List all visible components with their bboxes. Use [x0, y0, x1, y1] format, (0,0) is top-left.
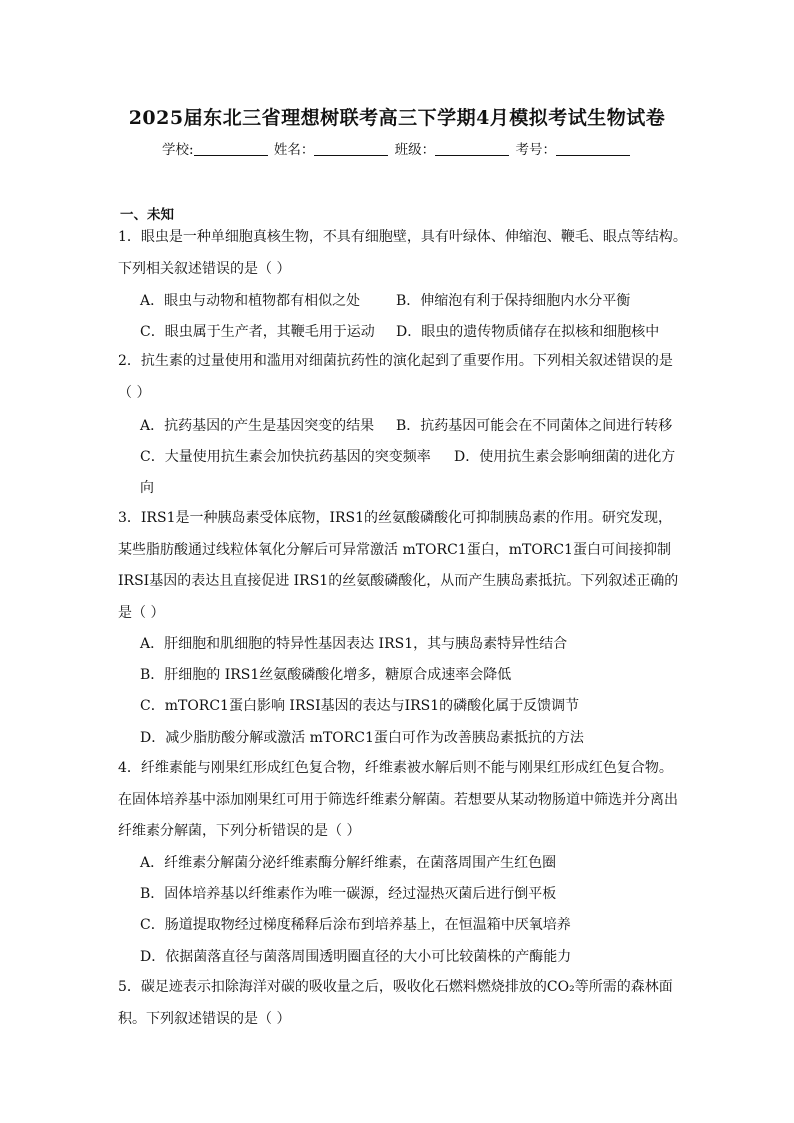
name-blank[interactable] [314, 142, 388, 156]
option-c: C．肠道提取物经过梯度稀释后涂布到培养基上，在恒温箱中厌氧培养 [140, 917, 571, 933]
school-label: 学校: [162, 142, 194, 158]
exam-no-blank[interactable] [556, 142, 630, 156]
class-blank[interactable] [435, 142, 509, 156]
option-b: B．抗药基因可能会在不同菌体之间进行转移 [396, 418, 673, 434]
option-b: B．肝细胞的 IRS1丝氨酸磷酸化增多，糖原合成速率会降低 [140, 667, 512, 683]
option-d: D．使用抗生素会影响细菌的进化方 [454, 449, 676, 465]
question-3 [118, 503, 698, 629]
option-d: D．依据菌落直径与菌落周围透明圈直径的大小可比较菌株的产酶能力 [140, 949, 572, 965]
question-5 [118, 972, 698, 1035]
option-a: A．眼虫与动物和植物都有相似之处 [140, 293, 361, 309]
question-stem-line: 在固体培养基中添加刚果红可用于筛选纤维素分解菌。若想要从某动物肠道中筛选并分离出 [118, 791, 678, 808]
section-heading: 一、未知 [120, 207, 174, 223]
question-stem-line: 是（ ） [118, 604, 165, 621]
option-d: D．减少脂肪酸分解或激活 mTORC1蛋白可作为改善胰岛素抵抗的方法 [140, 730, 584, 746]
option-c: C．mTORC1蛋白影响 IRSI基因的表达与IRS1的磷酸化属于反馈调节 [140, 698, 580, 714]
option-a: A．纤维素分解菌分泌纤维素酶分解纤维素，在菌落周围产生红色圈 [140, 855, 557, 871]
question-stem-line: IRSI基因的表达且直接促进 IRS1的丝氨酸磷酸化，从而产生胰岛素抵抗。下列叙述正确的 [118, 573, 679, 589]
option-c: C．大量使用抗生素会加快抗药基因的突变频率 [140, 449, 431, 465]
question-1 [118, 222, 698, 285]
exam-no-label: 考号： [515, 142, 556, 158]
name-label: 姓名： [273, 142, 315, 158]
option-a: A．抗药基因的产生是基因突变的结果 [140, 418, 375, 434]
student-info-row [0, 138, 794, 158]
question-stem-line: 某些脂肪酸通过线粒体氧化分解后可异常激活 mTORC1蛋白，mTORC1蛋白可间接抑制 [118, 541, 671, 558]
question-stem-line: 纤维素分解菌，下列分析错误的是（ ） [118, 823, 361, 839]
question-stem-line: 5．碳足迹表示扣除海洋对碳的吸收量之后，吸收化石燃料燃烧排放的CO₂等所需的森林面 [118, 979, 673, 995]
question-stem-line: 3．IRS1是一种胰岛素受体底物，IRS1的丝氨酸磷酸化可抑制胰岛素的作用。研究发现， [118, 510, 673, 526]
question-stem-line: 4．纤维素能与刚果红形成红色复合物，纤维素被水解后则不能与刚果红形成红色复合物。 [118, 760, 673, 776]
exam-title: 2025届东北三省理想树联考高三下学期4月模拟考试生物试卷 [128, 107, 666, 129]
option-d-continued: 向 [140, 480, 154, 496]
question-stem-line: 2．抗生素的过量使用和滥用对细菌抗药性的演化起到了重要作用。下列相关叙述错误的是 [118, 353, 673, 369]
option-b: B．固体培养基以纤维素作为唯一碳源，经过湿热灭菌后进行倒平板 [140, 886, 557, 902]
question-stem-line: 1．眼虫是一种单细胞真核生物，不具有细胞壁，具有叶绿体、伸缩泡、鞭毛、眼点等结构。 [118, 229, 687, 245]
option-d: D．眼虫的遗传物质储存在拟核和细胞核中 [396, 324, 660, 340]
question-stem-line: （ ） [118, 384, 151, 401]
question-2 [118, 346, 698, 409]
school-blank[interactable] [194, 142, 268, 156]
option-c: C．眼虫属于生产者，其鞭毛用于运动 [140, 324, 375, 340]
class-label: 班级： [394, 142, 436, 158]
question-4 [118, 753, 698, 848]
question-stem-line: 下列相关叙述错误的是（ ） [118, 260, 291, 277]
question-stem-line: 积。下列叙述错误的是（ ） [118, 1010, 291, 1027]
option-a: A．肝细胞和肌细胞的特异性基因表达 IRS1，其与胰岛素特异性结合 [140, 636, 568, 652]
option-b: B．伸缩泡有利于保持细胞内水分平衡 [396, 293, 631, 309]
